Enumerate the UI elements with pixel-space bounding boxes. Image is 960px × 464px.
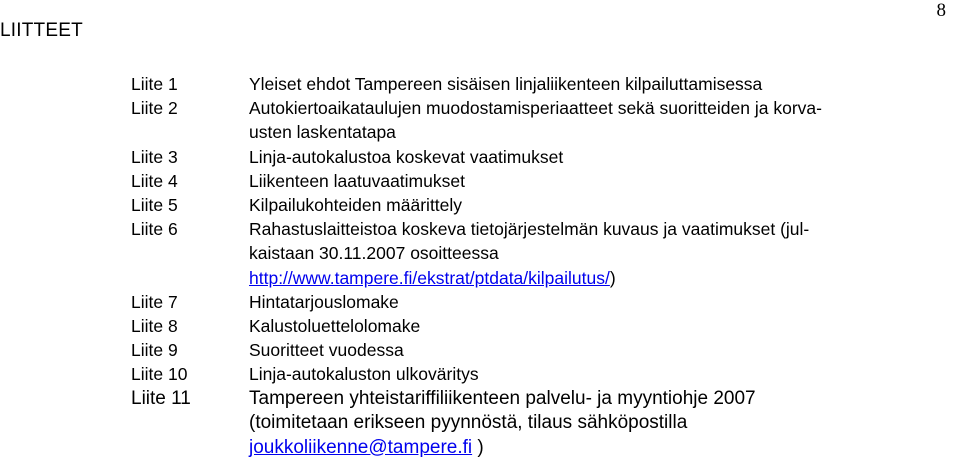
appendix-label: Liite 10 <box>131 364 188 385</box>
appendix-label: Liite 4 <box>131 170 178 191</box>
appendix-title-line: Yleiset ehdot Tampereen sisäisen linjaliikenteen kilpailuttamisessa <box>249 74 763 94</box>
appendix-title-line: usten laskentatapa <box>249 122 396 143</box>
list-item <box>131 96 931 144</box>
appendix-title <box>249 290 931 314</box>
list-item <box>131 169 931 193</box>
appendix-link-line <box>249 436 931 461</box>
appendix-title-line: Kalustoluettelolomake <box>249 316 421 337</box>
list-item <box>131 72 931 96</box>
appendix-title-line: Linja-autokaluston ulkoväritys <box>249 364 479 385</box>
list-item <box>131 314 931 338</box>
email-link[interactable]: joukkoliikenne@tampere.fi <box>249 436 473 458</box>
appendix-title <box>249 387 931 461</box>
appendix-label: Liite 7 <box>131 291 178 312</box>
appendix-title <box>249 217 931 290</box>
appendix-label: Liite 5 <box>131 195 178 216</box>
link-suffix: ) <box>609 267 616 288</box>
appendix-label: Liite 9 <box>131 340 178 361</box>
list-item <box>131 387 931 461</box>
appendix-title <box>249 169 931 193</box>
appendix-title-line: Rahastuslaitteistoa koskeva tietojärjestelmän kuvaus ja vaatimukset (jul- <box>249 219 810 240</box>
link-suffix: ) <box>472 436 484 458</box>
appendix-title-line: Suoritteet vuodessa <box>249 340 404 361</box>
list-item <box>131 362 931 386</box>
appendix-label: Liite 2 <box>131 98 178 119</box>
appendix-title-line: Autokiertoaikataulujen muodostamisperiaatteet sekä suoritteiden ja korva- <box>249 98 822 119</box>
appendix-label: Liite 3 <box>131 146 178 167</box>
list-item <box>131 145 931 169</box>
page-number: 8 <box>936 0 946 21</box>
appendix-title <box>249 145 931 169</box>
appendix-title <box>249 193 931 217</box>
appendix-title-line: Liikenteen laatuvaatimukset <box>249 170 465 191</box>
appendix-label: Liite 1 <box>131 74 178 94</box>
appendix-title <box>249 96 931 144</box>
appendix-title <box>249 314 931 338</box>
list-item <box>131 217 931 290</box>
list-item <box>131 338 931 362</box>
list-item <box>131 290 931 314</box>
appendix-label: Liite 6 <box>131 219 178 240</box>
appendix-list <box>131 72 931 460</box>
page-title: LIITTEET <box>0 20 83 41</box>
list-item <box>131 193 931 217</box>
appendix-title-line: Hintatarjouslomake <box>249 291 399 312</box>
appendix-title <box>249 362 931 386</box>
appendix-title-line: (toimitetaan erikseen pyynnöstä, tilaus sähköpostilla <box>249 412 688 434</box>
appendix-link-line <box>249 266 931 290</box>
appendix-title-line: kaistaan 30.11.2007 osoitteessa <box>249 243 499 264</box>
appendix-title-line: Linja-autokalustoa koskevat vaatimukset <box>249 146 564 167</box>
appendix-label: Liite 8 <box>131 316 178 337</box>
appendix-link[interactable]: http://www.tampere.fi/ekstrat/ptdata/kilpailutus/ <box>249 267 610 288</box>
appendix-label: Liite 11 <box>131 387 191 409</box>
appendix-title-line: Tampereen yhteistariffiliikenteen palvelu- ja myyntiohje 2007 <box>249 387 756 409</box>
appendix-title <box>249 338 931 362</box>
appendix-title-line: Kilpailukohteiden määrittely <box>249 195 463 216</box>
appendix-title <box>249 72 931 96</box>
